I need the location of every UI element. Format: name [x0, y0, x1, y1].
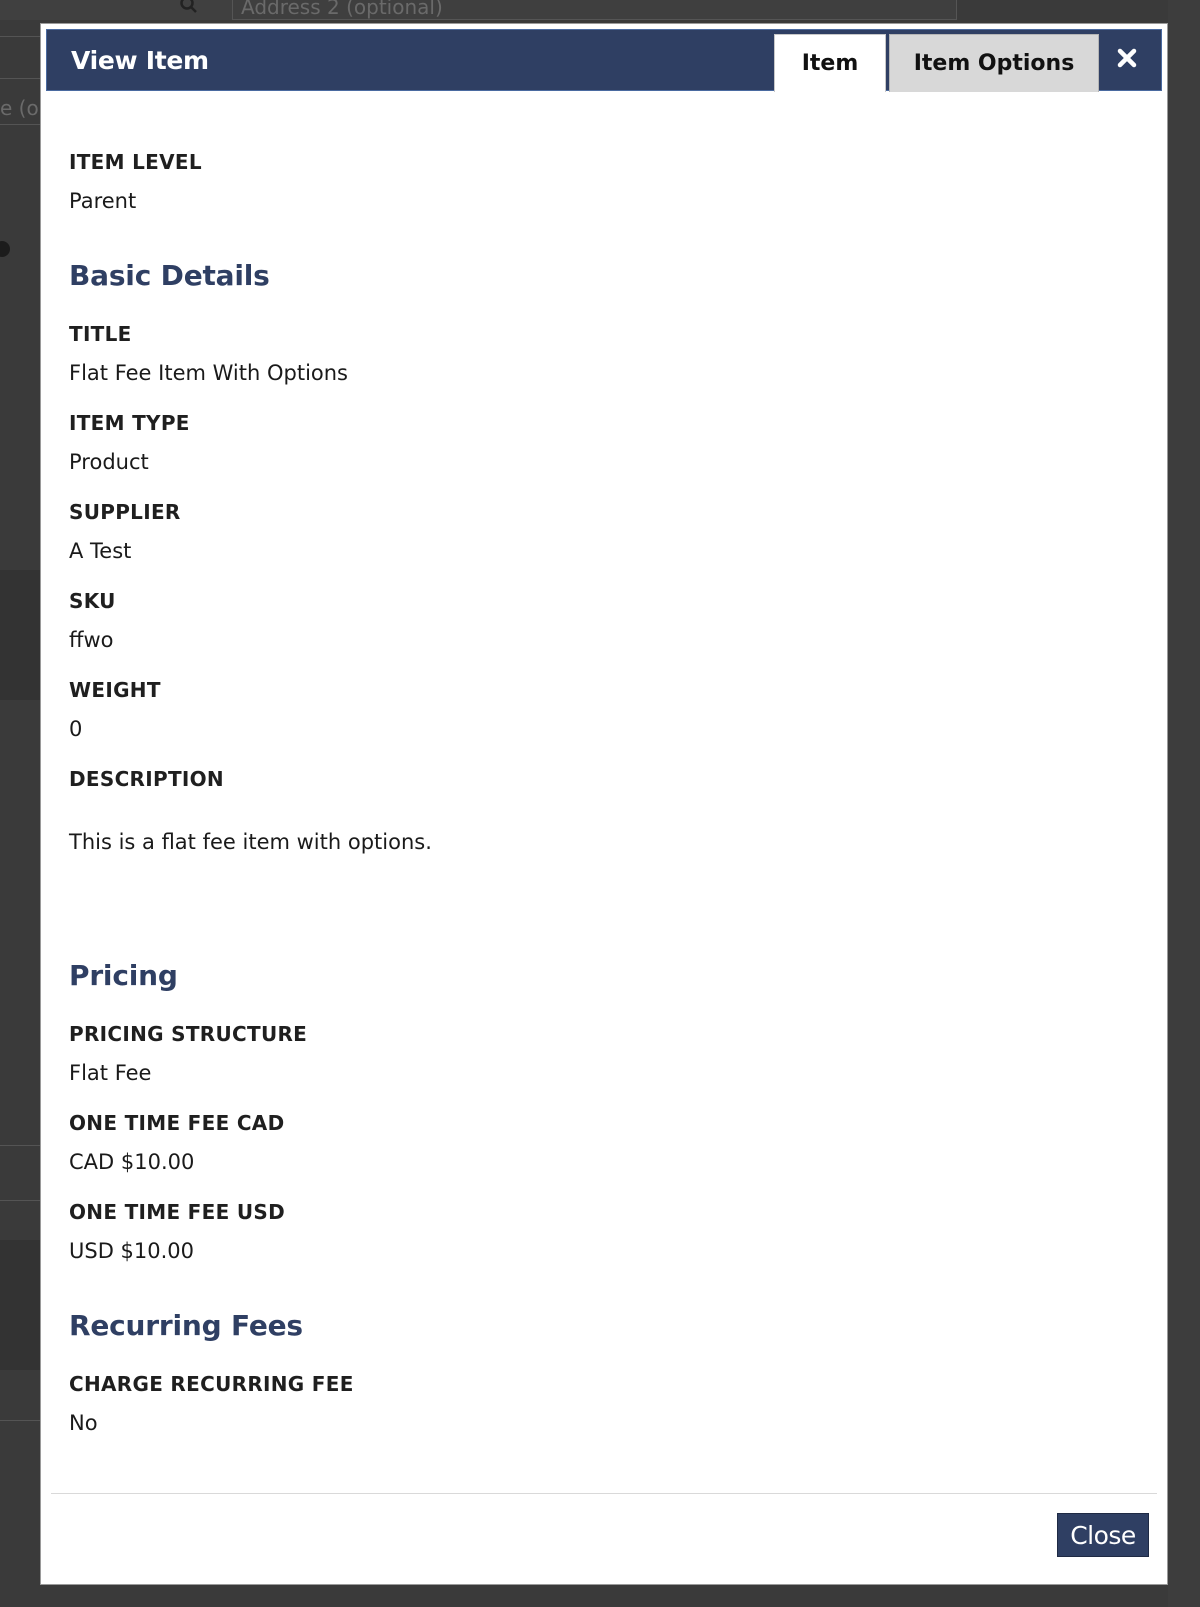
- modal-footer-divider: [51, 1493, 1157, 1494]
- pricing-structure-label: PRICING STRUCTURE: [69, 1022, 308, 1046]
- charge-recurring-fee-value: No: [69, 1411, 98, 1435]
- item-level-value: Parent: [69, 189, 137, 213]
- sku-value: ffwo: [69, 628, 114, 652]
- close-button[interactable]: Close: [1057, 1513, 1149, 1557]
- search-icon: [180, 0, 198, 14]
- supplier-label: SUPPLIER: [69, 500, 181, 524]
- supplier-value: A Test: [69, 539, 132, 563]
- item-level-label: ITEM LEVEL: [69, 150, 202, 174]
- help-icon: [0, 241, 10, 257]
- modal-title: View Item: [71, 46, 209, 75]
- bg-panel: [1168, 0, 1200, 1607]
- bg-partial-label: e (o: [0, 96, 39, 120]
- bg-divider: [0, 124, 40, 125]
- tab-item-options[interactable]: Item Options: [889, 34, 1099, 92]
- bg-divider: [0, 1145, 40, 1146]
- one-time-fee-usd-label: ONE TIME FEE USD: [69, 1200, 285, 1224]
- section-title-recurring-fees: Recurring Fees: [69, 1309, 303, 1342]
- title-value: Flat Fee Item With Options: [69, 361, 348, 385]
- bg-divider: [0, 1420, 40, 1421]
- tab-item[interactable]: Item: [774, 34, 886, 92]
- sku-label: SKU: [69, 589, 116, 613]
- section-title-basic-details: Basic Details: [69, 259, 270, 292]
- bg-divider: [0, 1200, 40, 1201]
- close-icon[interactable]: [1115, 46, 1139, 70]
- bg-divider: [0, 36, 40, 37]
- description-label: DESCRIPTION: [69, 767, 224, 791]
- weight-value: 0: [69, 717, 83, 741]
- title-label: TITLE: [69, 322, 132, 346]
- section-title-pricing: Pricing: [69, 959, 178, 992]
- modal-header: [46, 29, 1162, 91]
- item-type-value: Product: [69, 450, 149, 474]
- charge-recurring-fee-label: CHARGE RECURRING FEE: [69, 1372, 354, 1396]
- one-time-fee-usd-value: USD $10.00: [69, 1239, 195, 1263]
- pricing-structure-value: Flat Fee: [69, 1061, 152, 1085]
- one-time-fee-cad-value: CAD $10.00: [69, 1150, 195, 1174]
- address2-field: Address 2 (optional): [232, 0, 957, 20]
- weight-label: WEIGHT: [69, 678, 161, 702]
- bg-divider: [0, 78, 40, 79]
- bg-panel: [0, 570, 40, 700]
- description-value: This is a flat fee item with options.: [69, 830, 432, 854]
- item-type-label: ITEM TYPE: [69, 411, 190, 435]
- bg-panel: [0, 1240, 40, 1370]
- one-time-fee-cad-label: ONE TIME FEE CAD: [69, 1111, 285, 1135]
- view-item-modal: [40, 23, 1168, 1585]
